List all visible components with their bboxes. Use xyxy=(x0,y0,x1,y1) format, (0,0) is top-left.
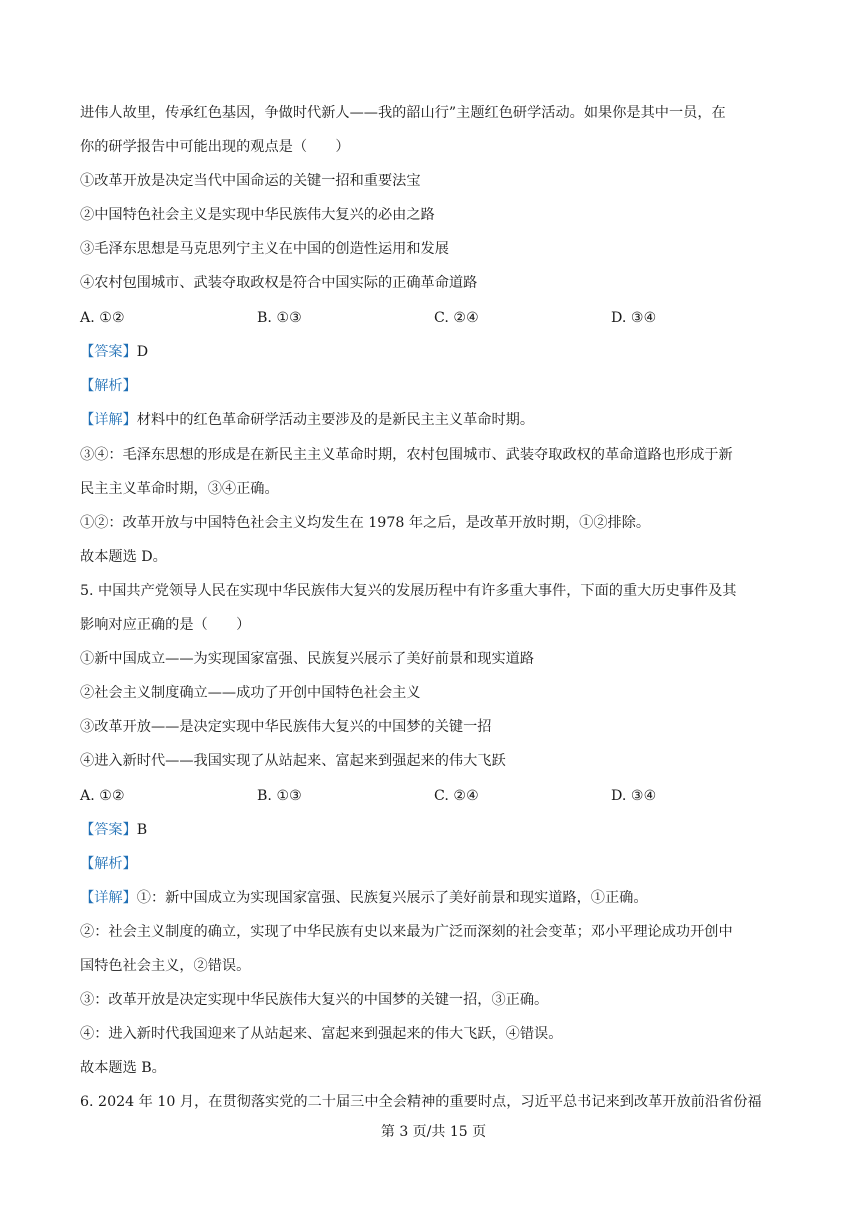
q4-detail-line-3: 民主主义革命时期，③④正确。 xyxy=(80,481,279,497)
q5-option-d: D. ③④ xyxy=(611,788,657,804)
q4-detail-line-4: ①②：改革开放与中国特色社会主义均发生在 1978 年之后，是改革开放时期，①②排除。 xyxy=(80,515,651,531)
q4-answer-value: D xyxy=(136,344,149,360)
q4-detail-line-2: ③④：毛泽东思想的形成是在新民主主义革命时期，农村包围城市、武装夺取政权的革命道路也形成于新 xyxy=(80,447,733,463)
q5-answer xyxy=(80,820,792,840)
q5-detail-text-1: ①：新中国成立为实现国家富强、民族复兴展示了美好前景和现实道路，①正确。 xyxy=(136,890,648,906)
q5-detail-line-4: ③：改革开放是决定实现中华民族伟大复兴的中国梦的关键一招，③正确。 xyxy=(80,992,549,1008)
q4-statement-4: ④农村包围城市、武装夺取政权是符合中国实际的正确革命道路 xyxy=(80,275,478,291)
q5-statement-2: ②社会主义制度确立——成功了开创中国特色社会主义 xyxy=(80,685,421,701)
q4-detail-text-1: 材料中的红色革命研学活动主要涉及的是新民主主义革命时期。 xyxy=(136,412,535,428)
q5-options xyxy=(80,786,792,806)
q4-detail-line-5: 故本题选 D。 xyxy=(80,549,167,565)
q5-option-c: C. ②④ xyxy=(434,788,479,804)
q5-statement-1: ①新中国成立——为实现国家富强、民族复兴展示了美好前景和现实道路 xyxy=(80,651,535,667)
q6-stem-line-1: 6. 2024 年 10 月，在贯彻落实党的二十届三中全会精神的重要时点，习近平总书记来到改革开放前沿省份福 xyxy=(80,1094,762,1110)
q4-statement-2: ②中国特色社会主义是实现中华民族伟大复兴的必由之路 xyxy=(80,207,435,223)
q5-detail-line-1 xyxy=(80,888,792,908)
q4-answer xyxy=(80,342,792,362)
q5-statement-3: ③改革开放——是决定实现中华民族伟大复兴的中国梦的关键一招 xyxy=(80,719,492,735)
q5-detail-tag: 【详解】 xyxy=(80,890,137,906)
q4-options xyxy=(80,308,792,328)
q5-option-a: A. ①② xyxy=(80,788,125,804)
q5-detail-line-5: ④：进入新时代我国迎来了从站起来、富起来到强起来的伟大飞跃，④错误。 xyxy=(80,1026,563,1042)
q4-option-c: C. ②④ xyxy=(434,310,479,326)
q5-answer-tag: 【答案】 xyxy=(80,822,137,838)
q4-statement-1: ①改革开放是决定当代中国命运的关键一招和重要法宝 xyxy=(80,173,421,189)
q4-analysis xyxy=(80,376,792,396)
q5-answer-value: B xyxy=(136,822,148,838)
q5-option-b: B. ①③ xyxy=(257,788,302,804)
q4-statement-3: ③毛泽东思想是马克思列宁主义在中国的创造性运用和发展 xyxy=(80,241,449,257)
q5-stem-line-1: 5. 中国共产党领导人民在实现中华民族伟大复兴的发展历程中有许多重大事件，下面的重大历史事件及其 xyxy=(80,583,737,599)
q4-option-a: A. ①② xyxy=(80,310,125,326)
q5-detail-line-2: ②：社会主义制度的确立，实现了中华民族有史以来最为广泛而深刻的社会变革；邓小平理论成功开创中 xyxy=(80,924,733,940)
q4-answer-tag: 【答案】 xyxy=(80,344,137,360)
q5-stem-line-2: 影响对应正确的是（ ） xyxy=(80,617,251,633)
q4-option-d: D. ③④ xyxy=(611,310,657,326)
q4-stem-line-2: 你的研学报告中可能出现的观点是（ ） xyxy=(80,139,350,155)
q4-stem-line-1: 进伟人故里，传承红色基因，争做时代新人——我的韶山行”主题红色研学活动。如果你是其中一员，在 xyxy=(80,105,726,121)
q4-detail-tag: 【详解】 xyxy=(80,412,137,428)
q5-analysis xyxy=(80,854,792,874)
q4-analysis-tag: 【解析】 xyxy=(80,378,137,394)
page-number: 第 3 页/共 15 页 xyxy=(380,1124,487,1140)
q5-detail-line-3: 国特色社会主义，②错误。 xyxy=(80,958,251,974)
q4-option-b: B. ①③ xyxy=(257,310,302,326)
q5-detail-line-6: 故本题选 B。 xyxy=(80,1060,166,1076)
q4-detail-line-1 xyxy=(80,410,792,430)
q5-statement-4: ④进入新时代——我国实现了从站起来、富起来到强起来的伟大飞跃 xyxy=(80,753,506,769)
q5-analysis-tag: 【解析】 xyxy=(80,856,137,872)
